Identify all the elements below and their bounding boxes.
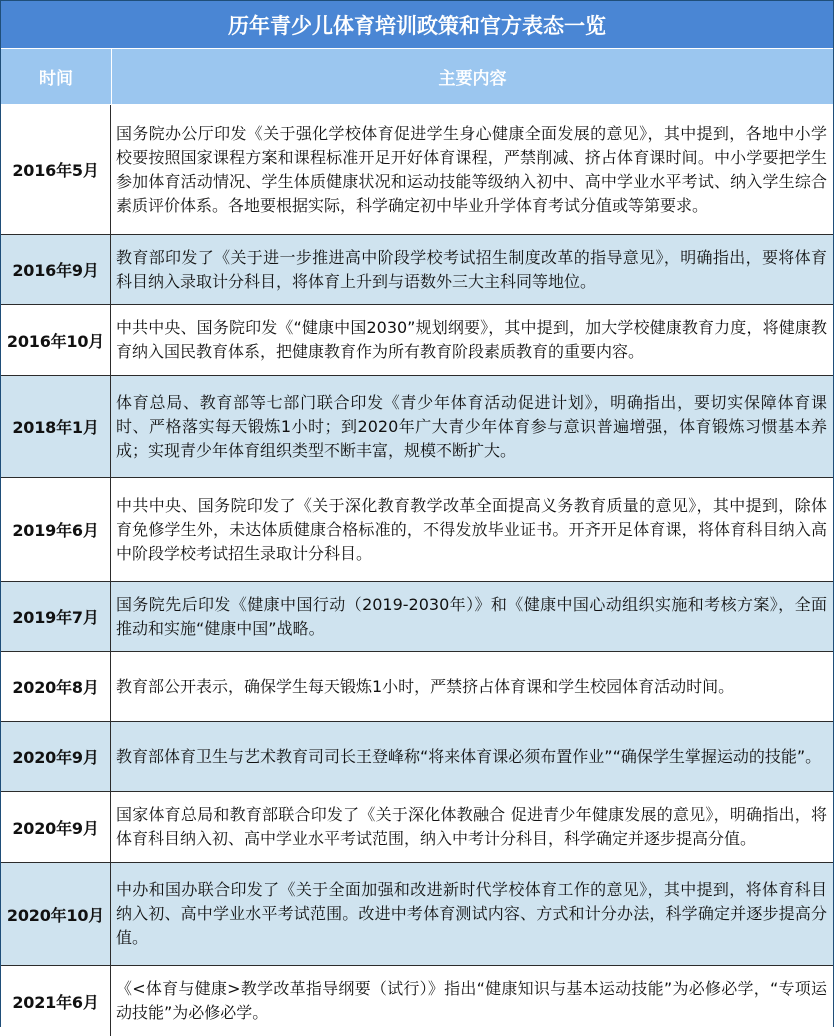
row-content-text: 国务院办公厅印发《关于强化学校体育促进学生身心健康全面发展的意见》，其中提到，各地中小学校要按照国家课程方案和课程标准开足开好体育课程，严禁削减、挤占体育课时间。中小学要把学生参加体育活动情况、学生体质健康状况和运动技能等级纳入初中、高中学业水平考试、纳入学生综合素质评价体系。各地要根据实际，科学确定初中毕业升学体育考试分值或等第要求。 [116,123,827,215]
table-body [1,105,833,1036]
row-content [111,305,833,375]
row-content-text: 教育部体育卫生与艺术教育司司长王登峰称“将来体育课必须布置作业”“确保学生掌握运动的技能”。 [116,746,822,766]
row-date: 2018年1月 [1,376,111,477]
table-row [1,582,833,652]
row-content-text: 教育部公开表示，确保学生每天锻炼1小时，严禁挤占体育课和学生校园体育活动时间。 [116,676,735,696]
table-row [1,305,833,376]
row-content [111,792,833,862]
row-content-text: 国家体育总局和教育部联合印发了《关于深化体教融合 促进青少年健康发展的意见》，明确指出，将体育科目纳入初、高中学业水平考试范围，纳入中考计分科目，科学确定并逐步提高分值。 [116,805,827,848]
row-content-text: 国务院先后印发《健康中国行动（2019-2030年）》和《健康中国心动组织实施和考核方案》，全面推动和实施“健康中国”战略。 [116,594,827,638]
table-row [1,792,833,863]
row-content [111,863,833,965]
row-content-text: 教育部印发了《关于进一步推进高中阶段学校考试招生制度改革的指导意见》，明确指出，要将体育科目纳入录取计分科目，将体育上升到与语数外三大主科同等地位。 [116,247,827,291]
row-date: 2019年7月 [1,582,111,651]
header-time: 时间 [39,69,73,89]
table-row [1,105,833,235]
table-header-row [1,49,833,105]
row-content [111,582,833,651]
row-content-text: 《<体育与健康>教学改革指导纲要（试行）》指出“健康知识与基本运动技能”为必修必学，“专项运动技能”为必修必学。 [116,979,827,1022]
row-content [111,105,833,234]
row-date: 2016年10月 [1,305,111,375]
row-date: 2016年9月 [1,235,111,304]
row-date: 2016年5月 [1,105,111,234]
row-content [111,478,833,581]
header-content: 主要内容 [111,49,833,104]
table-row [1,966,833,1036]
row-content [111,722,833,791]
table-title: 历年青少儿体育培训政策和官方表态一览 [1,1,833,49]
row-date: 2020年10月 [1,863,111,965]
row-content-text: 中共中央、国务院印发了《关于深化教育教学改革全面提高义务教育质量的意见》，其中提到，除体育免修学生外，未达体质健康合格标准的，不得发放毕业证书。开齐开足体育课，将体育科目纳入高中阶段学校考试招生录取计分科目。 [116,495,827,563]
row-content [111,235,833,304]
row-date: 2020年8月 [1,652,111,721]
row-date: 2020年9月 [1,792,111,862]
row-content [111,652,833,721]
row-date: 2020年9月 [1,722,111,791]
row-content-text: 体育总局、教育部等七部门联合印发《青少年体育活动促进计划》，明确指出，要切实保障体育课时、严格落实每天锻炼1小时；到2020年广大青少年体育参与意识普遍增强，体育锻炼习惯基本养成；实现青少年体育组织类型不断丰富，规模不断扩大。 [116,392,827,460]
table-row [1,376,833,478]
row-content [111,966,833,1036]
row-content-text: 中办和国办联合印发了《关于全面加强和改进新时代学校体育工作的意见》，其中提到，将体育科目纳入初、高中学业水平考试范围。改进中考体育测试内容、方式和计分办法，科学确定并逐步提高分值。 [116,880,827,947]
row-content [111,376,833,477]
row-date: 2021年6月 [1,966,111,1036]
table-row [1,863,833,966]
table-row [1,478,833,582]
table-row [1,235,833,305]
table-row [1,652,833,722]
row-content-text: 中共中央、国务院印发《“健康中国2030”规划纲要》，其中提到，加大学校健康教育力度，将健康教育纳入国民教育体系，把健康教育作为所有教育阶段素质教育的重要内容。 [116,318,827,361]
row-date: 2019年6月 [1,478,111,581]
table-row [1,722,833,792]
